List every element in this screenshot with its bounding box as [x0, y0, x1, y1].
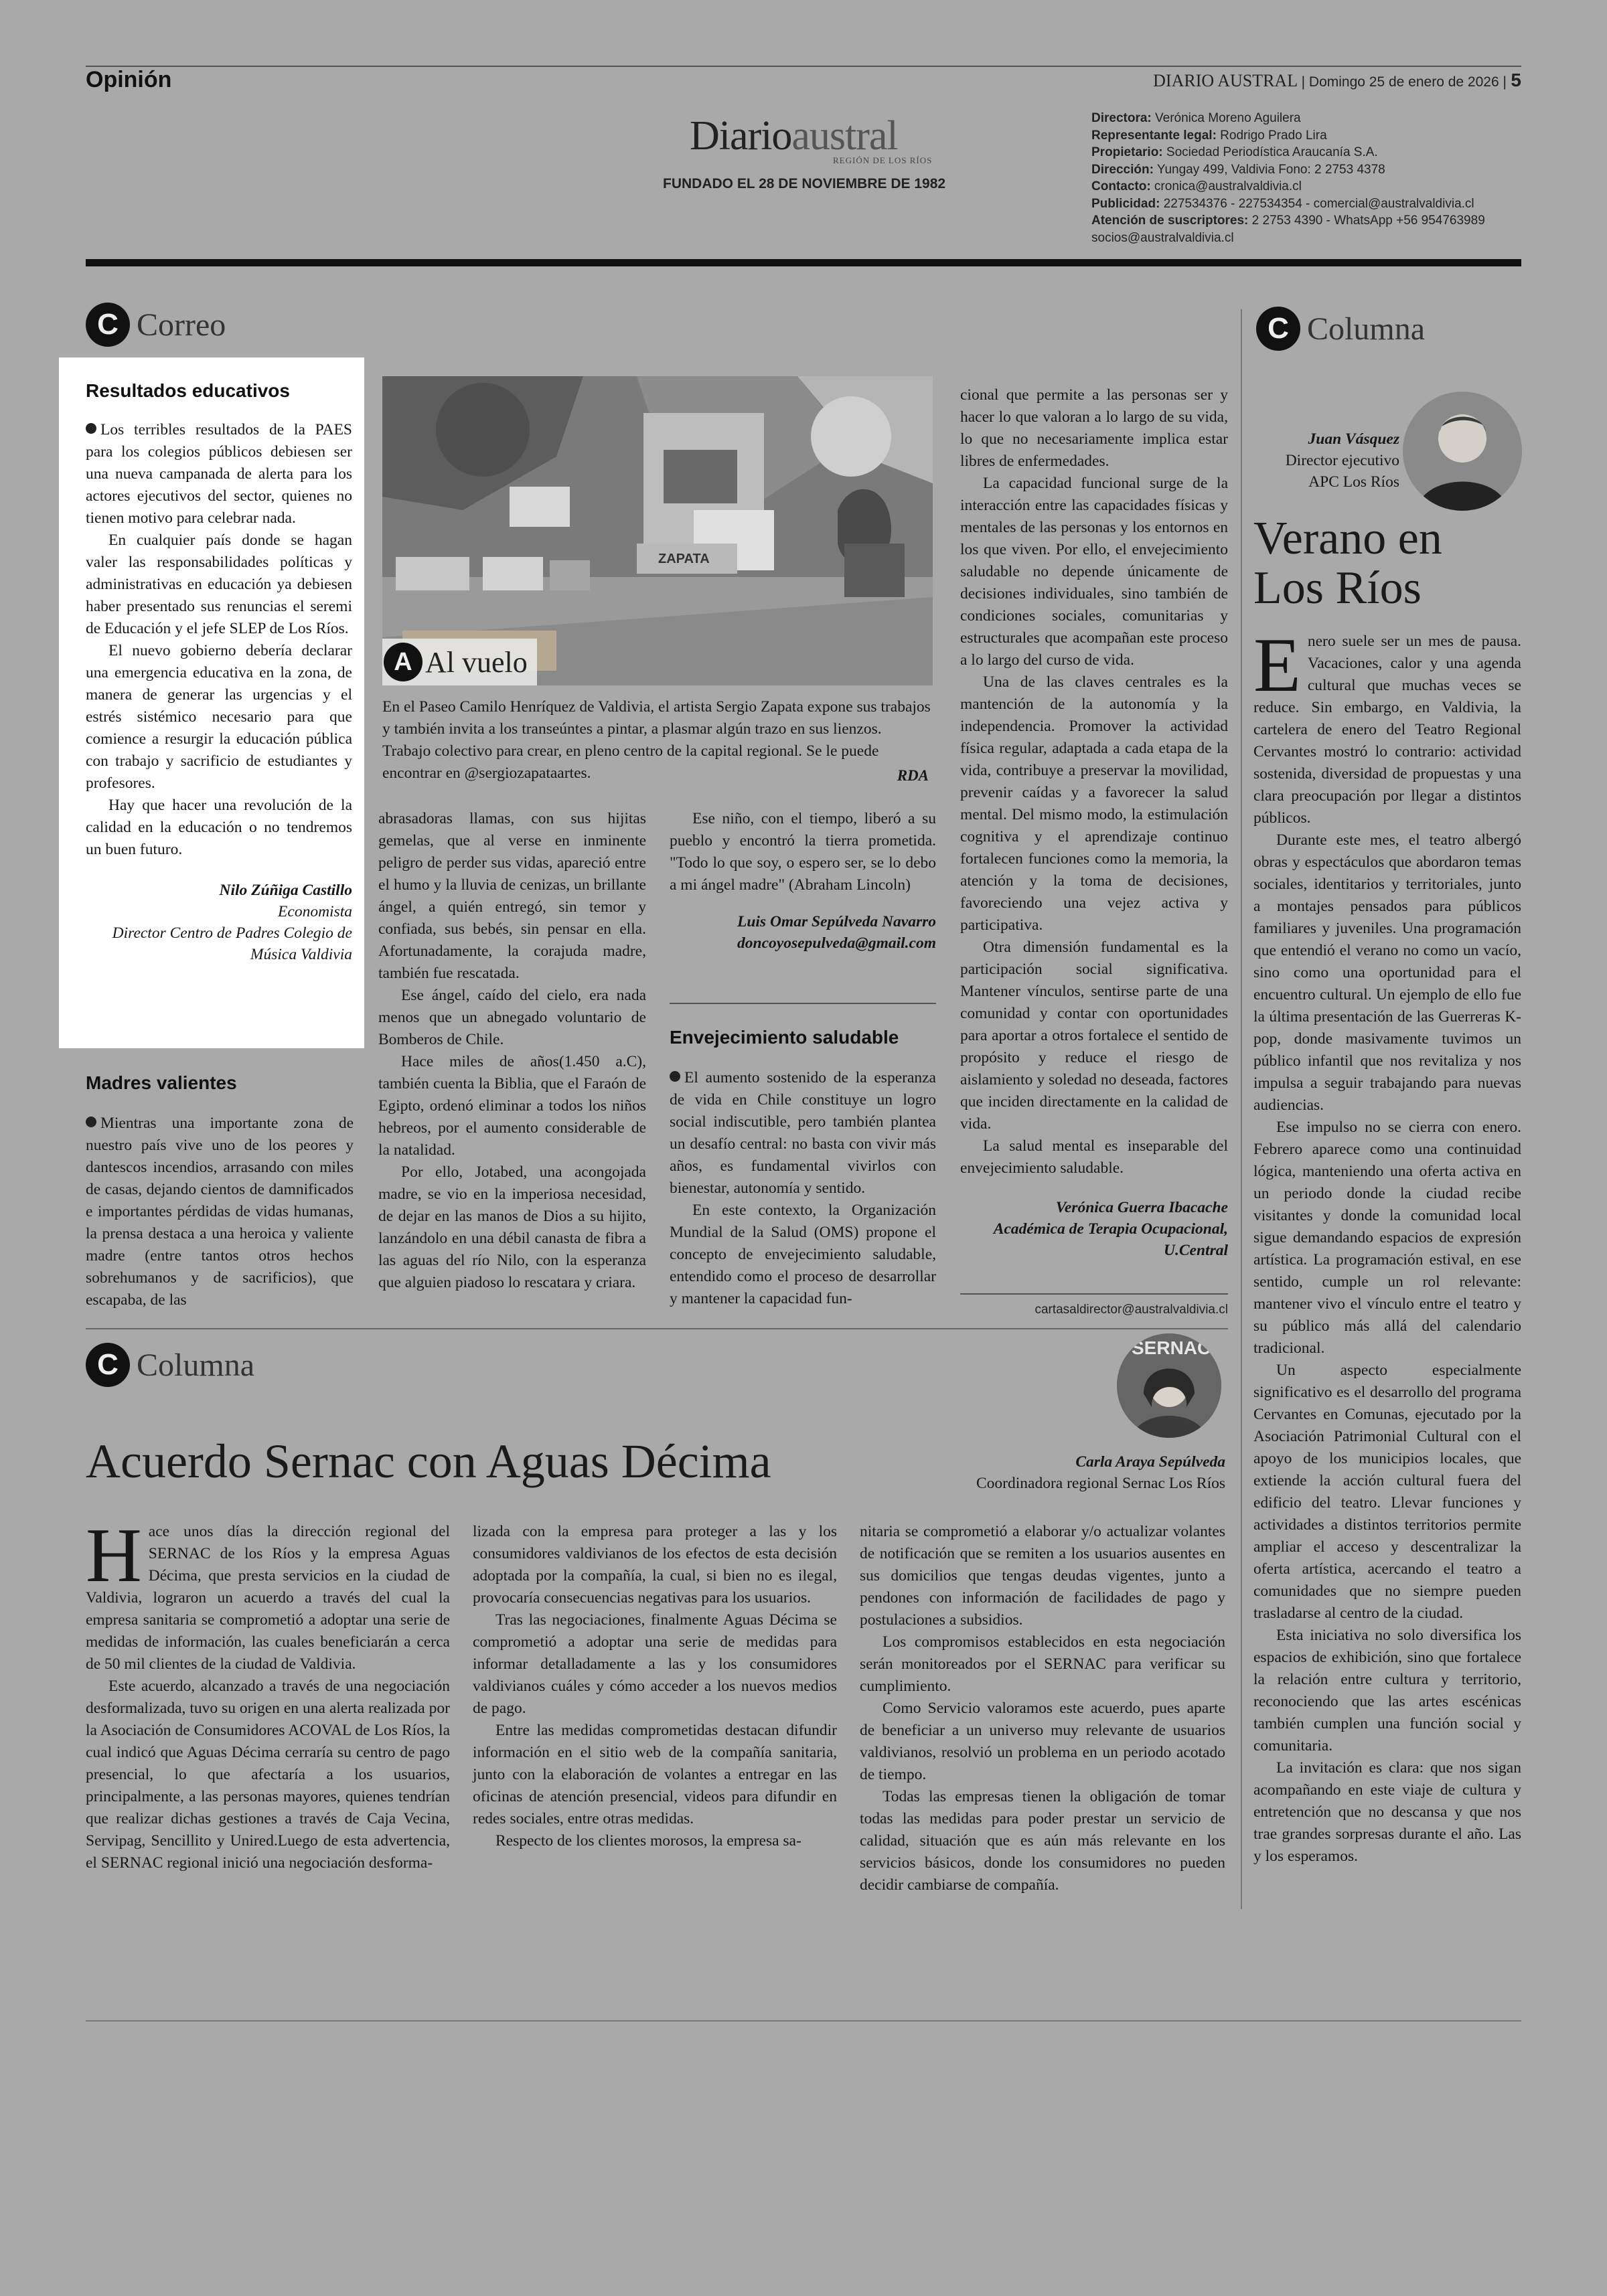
columna-right-header [1256, 307, 1425, 351]
letter-paragraph: abrasadoras llamas, con sus hijitas gemelas, que al verse en inminente peligro de perder sus vidas, apareció entre el humo y la lluvia de cenizas, un brillante ángel, a quién entregó, sin temor y confiada, sus bebés, sin pensar en ella. Afortunadamente, la corajuda madre, también fue rescatada. [378, 810, 646, 982]
columna-role: Coordinadora regional Sernac Los Ríos [976, 1475, 1225, 1492]
al-vuelo-badge: A [384, 643, 423, 681]
author-photo [1403, 392, 1522, 511]
info-line: Publicidad: 227534376 - 227534354 - comercial@australvaldivia.cl [1091, 196, 1474, 211]
info-line: Atención de suscriptores: 2 2753 4390 - WhatsApp +56 954763989 [1091, 214, 1485, 228]
letter-paragraph: En cualquier país donde se hagan valer las responsabilidades políticas y administrativas en educación ya debiesen haber presentado sus renuncias el seremi de Educación y el jefe SLEP de Los Ríos. [86, 531, 352, 637]
sernac-photo-text: SERNAC [1132, 1337, 1211, 1358]
correo-header [86, 303, 226, 347]
letter-paragraph: Los terribles resultados de la PAES para los colegios públicos debiesen ser una nueva campanada de alerta para los actores ejecutivos del sector, quienes no tienen motivo para celebrar nada. [86, 421, 352, 527]
letter-email: doncoyosepulveda@gmail.com [737, 934, 936, 952]
letter-paragraph: Por ello, Jotabed, una acongojada madre, se vio en la imperiosa necesidad, de dejar en las manos de Dios a su hijito, lanzándolo en una débil canasta de fibra a las aguas del río Nilo, con la esperanza que alguien piadoso lo rescatara y criara. [378, 1163, 646, 1291]
columna-role: Director ejecutivo [1285, 452, 1399, 469]
columna-paragraph: Respecto de los clientes morosos, la empresa sa- [495, 1832, 801, 1850]
correo-badge: C [86, 303, 130, 347]
page-header-right [1153, 70, 1521, 91]
letter-paragraph: cional que permite a las personas ser y hacer lo que valoran a lo largo de su vida, lo que no necesariamente implica estar libres de enfermedades. [960, 386, 1228, 470]
letter-madres [86, 1072, 354, 1311]
columna-paragraph: Este acuerdo, alcanzado a través de una negociación desformalizada, tuvo su origen en una alerta realizada por la Asociación de Consumidores ACOVAL de Los Ríos, la cual indicó que Aguas Décima cerraría su centro de pago presencial, lo que afectaría a los usuarios, principalmente, a las personas mayores, quienes tendrían que realizar dichas gestiones a través de Caja Vecina, Servipag, Sencillito y Unired.Luego de esta advertencia, el SERNAC regional inició una negociación desforma- [86, 1677, 450, 1872]
letter-paragraph: Otra dimensión fundamental es la participación social significativa. Mantener vínculos, sentirse parte de una comunidad y contar con oportunidades para aportar a otros fortalece el sentido de propósito y reduce el riesgo de aislamiento y soledad no deseada, factores que inciden directamente en la calidad de vida. [960, 938, 1228, 1133]
letter-madres-col2 [378, 808, 646, 1294]
correo-label: Correo [137, 307, 226, 343]
info-line: Propietario: Sociedad Periodística Araucanía S.A. [1091, 145, 1378, 159]
letter-envejecimiento [670, 1027, 936, 1310]
letter-role: Académica de Terapia Ocupacional, [993, 1220, 1228, 1238]
columna-paragraph: Un aspecto especialmente significativo es el desarrollo del programa Cervantes en Comunas, ejecutado por la Asociación Patrimonial Cultural con el apoyo de los municipios locales, que extiende la acción cultural fuera del edificio del teatro. Llevar funciones y actividades a distintos territorios permite ampliar el acceso y descentralizar la oferta artística, acercando el teatro a comunidades que no siempre pueden trasladarse al centro de la ciudad. [1253, 1362, 1521, 1622]
columna-body [1253, 623, 1521, 1868]
caption-text: En el Paseo Camilo Henríquez de Valdivia, el artista Sergio Zapata expone sus trabajos y también invita a los transeúntes a pintar, a plasmar algún trazo en sus lienzos. Trabajo colectivo para crear, en pleno centro de la capital regional. Se le puede encontrar en @sergiozapataartes. [382, 698, 931, 782]
masthead-info [1091, 110, 1520, 246]
issue-date: | Domingo 25 de enero de 2026 | [1301, 74, 1507, 90]
dropcap: H [86, 1513, 142, 1598]
info-line: socios@australvaldivia.cl [1091, 230, 1234, 245]
columna-role: APC Los Ríos [1308, 473, 1399, 491]
letter-paragraph: La capacidad funcional surge de la interacción entre las capacidades físicas y mentales de las personas y los entornos en los que viven. Por ello, el envejecimiento saludable no depende únicamente de decisiones individuales, sino también de condiciones sociales, comunitarias y estructurales que acompañan este proceso a lo largo del curso de vida. [960, 475, 1228, 669]
info-line: Representante legal: Rodrigo Prado Lira [1091, 128, 1327, 143]
columna-author-block [1245, 428, 1399, 493]
columna-paragraph: Hace unos días la dirección regional del SERNAC de los Ríos y la empresa Aguas Décima, que presta servicios en la ciudad de Valdivia, lograron un acuerdo a través del cual la empresa sanitaria se comprometió a adoptar una serie de medidas de información, las cuales beneficiarán a cerca de 50 mil clientes de la ciudad de Valdivia. [86, 1513, 450, 1673]
logo-diario: Diario [690, 113, 792, 159]
columna-paragraph: Enero suele ser un mes de pausa. Vacaciones, calor y una agenda cultural que muchas veces se reduce. Sin embargo, en Valdivia, la cartelera de enero del Teatro Regional Cervantes mostró lo contrario: actividad sostenida, diversidad de propuestas y una clara preocupación por llegar a distintos públicos. [1253, 623, 1521, 827]
info-line: Contacto: cronica@australvaldivia.cl [1091, 179, 1302, 193]
columna-bottom-col3 [860, 1521, 1225, 1896]
bullet-icon [670, 1071, 680, 1082]
al-vuelo-label [382, 639, 537, 685]
bullet-icon [86, 1117, 96, 1127]
letter-paragraph: Ese ángel, caído del cielo, era nada menos que un abnegado voluntario de Bomberos de Chile. [378, 987, 646, 1048]
footer-rule [86, 2020, 1521, 2022]
columna-label: Columna [137, 1347, 254, 1383]
photo-credit: RDA [892, 767, 929, 785]
columna-paragraph: Durante este mes, el teatro albergó obras y espectáculos que abordaron temas sociales, identitarios y territoriales, junto a montajes pensados para públicos familiares y juveniles. Una programación que entendió el verano no como un vacío, sino como una oportunidad para el encuentro cultural. Un ejemplo de ello fue la última presentación de las Guerreras K-pop, donde masivamente tuvimos un público infantil que nos revitaliza y nos impulsa a seguir trabajando para nuevas audiencias. [1253, 831, 1521, 1114]
columna-label: Columna [1307, 311, 1425, 347]
columna-paragraph: Tras las negociaciones, finalmente Aguas Décima se comprometió a adoptar una serie de medidas para informar detalladamente a las y los consumidores valdivianos cuáles y cómo acceder a los nuevos medios de pago. [473, 1611, 837, 1717]
columna-bottom-title: Acuerdo Sernac con Aguas Décima [86, 1434, 771, 1488]
letter-role: Música Valdivia [250, 946, 352, 963]
masthead-logo [690, 112, 898, 160]
letter-paragraph: El aumento sostenido de la esperanza de vida en Chile constituye un logro social indiscutible, pero también plantea un desafío central: no basta con vivir más años, es fundamental vivirlos con bienestar, autonomía y sentido. [670, 1069, 936, 1197]
columna-paragraph: Todas las empresas tienen la obligación de tomar todas las medidas para poder prestar un servicio de calidad, situación que es aún más relevante en los servicios básicos, donde los consumidores no pueden decidir cambiarse de compañía. [860, 1788, 1225, 1894]
columna-bottom-col2 [473, 1521, 837, 1852]
columna-badge: C [1256, 307, 1300, 351]
letter-author: Verónica Guerra Ibacache [1055, 1199, 1228, 1216]
section-title: Opinión [86, 67, 172, 92]
letter-paragraph: Una de las claves centrales es la mantención de la autonomía y la independencia. Promover la actividad física regular, adaptada a cada etapa de la vida, contribuye a preservar la movilidad, prevenir caídas y a favorecer la salud mental. Del mismo modo, la estimulación cognitiva y el aprendizaje continuo fortalecen funciones como la memoria, la atención y la toma de decisiones, favoreciendo una vejez activa y participativa. [960, 673, 1228, 934]
letter-paragraph: Hay que hacer una revolución de la calidad en la educación o no tendremos un buen futuro. [86, 797, 352, 858]
letter-paragraph: Hace miles de años(1.450 a.C), también cuenta la Biblia, que el Faraón de Egipto, ordenó eliminar a todos los niños hebreos, por el aumento considerable de la natalidad. [378, 1053, 646, 1159]
masthead-rule [86, 259, 1521, 266]
letter-title: Madres valientes [86, 1072, 237, 1093]
columna-paragraph: La invitación es clara: que nos sigan acompañando en este viaje de cultura y entretención que no descansa y que nos trae grandes sorpresas durante el año. Las y los esperamos. [1253, 1759, 1521, 1865]
founded-line: FUNDADO EL 28 DE NOVIEMBRE DE 1982 [663, 176, 946, 191]
letter-madres-col3 [670, 808, 936, 954]
letter-envejecimiento-col2 [960, 384, 1228, 1261]
letter-role: Director Centro de Padres Colegio de [112, 924, 352, 942]
letter-title: Resultados educativos [86, 380, 290, 401]
photo-al-vuelo [382, 376, 933, 685]
letter-title: Envejecimiento saludable [670, 1027, 899, 1048]
letter-author: Luis Omar Sepúlveda Navarro [737, 913, 936, 930]
page-number: 5 [1511, 70, 1521, 90]
logo-austral: austral [791, 113, 898, 159]
al-vuelo-title: Al vuelo [425, 645, 528, 679]
letter-resultados [59, 357, 364, 1048]
letter-role: U.Central [1164, 1242, 1228, 1259]
bullet-icon [86, 423, 96, 434]
info-line: Directora: Verónica Moreno Aguilera [1091, 111, 1301, 125]
letter-role: Economista [278, 903, 352, 920]
columna-paragraph: lizada con la empresa para proteger a las y los consumidores valdivianos de los efectos de esta decisión adoptada por la compañía, la cual, si bien no es ilegal, provocaría consecuencias negativas para los usuarios. [473, 1523, 837, 1607]
columna-author: Juan Vásquez [1308, 430, 1399, 448]
columna-bottom-header [86, 1343, 254, 1387]
letter-paragraph: La salud mental es inseparable del envejecimiento saludable. [960, 1137, 1228, 1177]
photo-sign: ZAPATA [658, 552, 710, 566]
columna-paragraph: Esta iniciativa no solo diversifica los espacios de exhibición, sino que fortalece la relación entre cultura y territorio, reconociendo que las artes escénicas también cumplen una función social y comunitaria. [1253, 1627, 1521, 1754]
letter-paragraph: El nuevo gobierno debería declarar una emergencia educativa en la zona, de manera de generar las urgencias y el estrés sistémico necesario para que comience a resurgir la educación pública con trabajo y sacrificio de estudiantes y profesores. [86, 642, 352, 792]
paper-name: DIARIO AUSTRAL [1153, 71, 1298, 90]
columna-paragraph: nitaria se comprometió a elaborar y/o actualizar volantes de notificación que se remiten a los usuarios ausentes en sus domicilios que tengas deudas vigentes, junto a pendones con información de facilidades de pago y postulaciones a subsidios. [860, 1523, 1225, 1629]
logo-subtitle: REGIÓN DE LOS RÍOS [833, 155, 933, 165]
columna-paragraph: Los compromisos establecidos en esta negociación serán monitoreados por el SERNAC para verificar su cumplimiento. [860, 1633, 1225, 1695]
dropcap: E [1253, 623, 1301, 708]
columna-badge: C [86, 1343, 130, 1387]
columna-bottom-author-block [924, 1451, 1225, 1494]
sernac-author-photo [1117, 1333, 1221, 1438]
columna-title: Verano en Los Ríos [1253, 513, 1442, 614]
info-line: Dirección: Yungay 499, Valdivia Fono: 2 2753 4378 [1091, 162, 1385, 177]
letter-paragraph: En este contexto, la Organización Mundial de la Salud (OMS) propone el concepto de envejecimiento saludable, entendido como el proceso de desarrollar y mantener la capacidad fun- [670, 1202, 936, 1307]
letters-email[interactable]: cartasaldirector@australvaldivia.cl [1035, 1303, 1228, 1317]
columna-paragraph: Ese impulso no se cierra con enero. Febrero aparece como una continuidad lógica, manteniendo una oferta activa en un periodo donde la ciudad recibe visitantes y donde la comunidad local sigue demandando espacios de expresión artística. La programación estival, en ese sentido, cumple un rol relevante: mantener vivo el vínculo entre el teatro y su público más allá del calendario tradicional. [1253, 1119, 1521, 1357]
letter-paragraph: Mientras una importante zona de nuestro país vive uno de los peores y dantescos incendios, arrasando con miles de casas, dejando cientos de damnificados e importantes pérdidas de vidas humanas, la prensa destaca a una heroica y valiente madre (entre tantos otros hechos sobrehumanos y de sacrificios), que escapaba, de las [86, 1115, 354, 1309]
columna-paragraph: Como Servicio valoramos este acuerdo, pues aparte de beneficiar a un universo muy relevante de usuarios valdivianos, resolvió un problema en un periodo acotado de tiempo. [860, 1700, 1225, 1783]
photo-caption [382, 696, 933, 785]
letter-paragraph: Ese niño, con el tiempo, liberó a su pueblo y encontró la tierra prometida. "Todo lo que soy, o espero ser, se lo debo a mi ángel madre" (Abraham Lincoln) [670, 810, 936, 894]
author-portrait-icon [1403, 392, 1522, 511]
columna-author: Carla Araya Sepúlveda [1075, 1453, 1225, 1471]
letter-author: Nilo Zúñiga Castillo [219, 882, 352, 899]
columna-bottom-col1 [86, 1513, 450, 1874]
columna-paragraph: Entre las medidas comprometidas destacan difundir información en el sitio web de la compañía sanitaria, junto con la elaboración de volantes a entregar en las oficinas de atención presencial, videos para difundir en redes sociales, entre otras medidas. [473, 1722, 837, 1827]
